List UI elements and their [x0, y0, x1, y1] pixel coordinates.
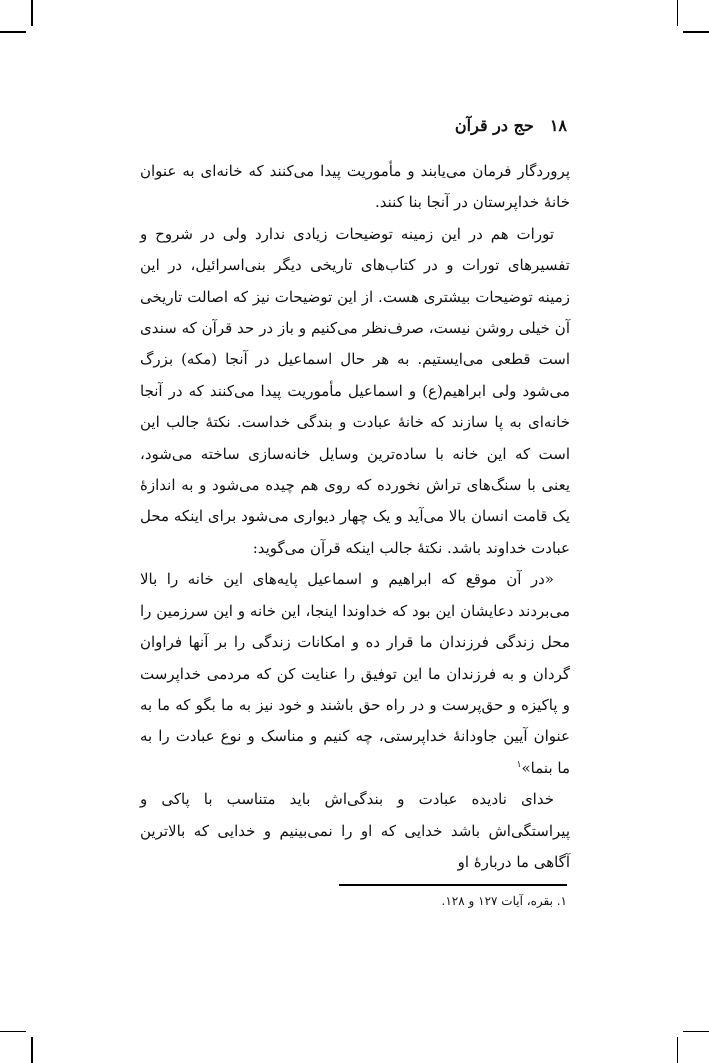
- crop-mark-top-left-horizontal: [0, 31, 26, 33]
- footnote: ۱. بقره، آیات ۱۲۷ و ۱۲۸.: [441, 894, 567, 908]
- crop-mark-top-right-vertical: [677, 0, 679, 26]
- crop-mark-bottom-left-vertical: [31, 1037, 33, 1063]
- quotation-paragraph: [140, 564, 570, 784]
- crop-mark-bottom-right-horizontal: [683, 1031, 709, 1033]
- paragraph-1: پروردگار فرمان می‌یابند و مأموریت پیدا می‌کنند که خانه‌ای به عنوان خانهٔ خداپرستان در آنجا بنا کنند.: [140, 162, 570, 212]
- crop-mark-bottom-left-horizontal: [0, 1031, 26, 1033]
- crop-mark-top-left-vertical: [31, 0, 33, 26]
- footnote-reference[interactable]: ۱: [516, 759, 522, 770]
- page-number: ۱۸: [549, 116, 567, 135]
- paragraph-2: تورات هم در این زمینه توضیحات زیادی ندارد ولی در شروح و تفسیرهای تورات و در کتاب‌های تاریخی دیگر بنی‌اسرائیل، در این زمینه توضیحات بیشتری هست. از این توضیحات نیز که اصالت تاریخی آن خیلی روشن نیست، صرف‌نظر می‌کنیم و باز در حد قرآن که سندی است قطعی می‌ایستیم. به هر حال اسماعیل در آنجا (مکه) بزرگ می‌شود ولی ابراهیم(ع) و اسماعیل مأموریت پیدا می‌کنند که در آنجا خانه‌ای به پا سازند که خانهٔ عبادت و بندگی خداست. نکتهٔ جالب این است که این خانه با ساده‌ترین وسایل خانه‌سازی ساخته می‌شود، یعنی با سنگ‌های تراش نخورده که روی هم چیده می‌شود و به اندازهٔ یک قامت انسان بالا می‌آید و یک چهار دیواری می‌شود برای اینکه محل عبادت خداوند باشد. نکتهٔ جالب اینکه قرآن می‌گوید:: [140, 224, 570, 557]
- crop-mark-top-right-horizontal: [683, 31, 709, 33]
- body-text: [140, 156, 570, 878]
- running-title: حج در قرآن: [454, 116, 534, 135]
- footnote-divider: [339, 884, 567, 886]
- quotation-text: «در آن موقع که ابراهیم و اسماعیل پایه‌های این خانه را بالا می‌بردند دعایشان این بود که خداوندا اینجا، این خانه و این سرزمین را محل زندگی فرزندان ما قرار ده و امکانات زندگی را بر آنها فراوان گردان و به فرزندان ما این توفیق را عنایت کن که مردمی خداپرست و پاکیزه و حق‌پرست و در راه حق باشند و خود نیز به ما بگو که ما به عنوان آیین جاودانهٔ خداپرستی، چه کنیم و مناسک و نوع عبادت را به ما بنما»: [140, 570, 570, 777]
- crop-mark-bottom-right-vertical: [677, 1037, 679, 1063]
- paragraph-4: خدای نادیده عبادت و بندگی‌اش باید متناسب با پاکی و پیراستگی‌اش باشد خدایی که او را نمی‌بینیم و خدایی که بالاترین آگاهی ما دربارهٔ او: [140, 790, 570, 871]
- running-header: [455, 116, 567, 135]
